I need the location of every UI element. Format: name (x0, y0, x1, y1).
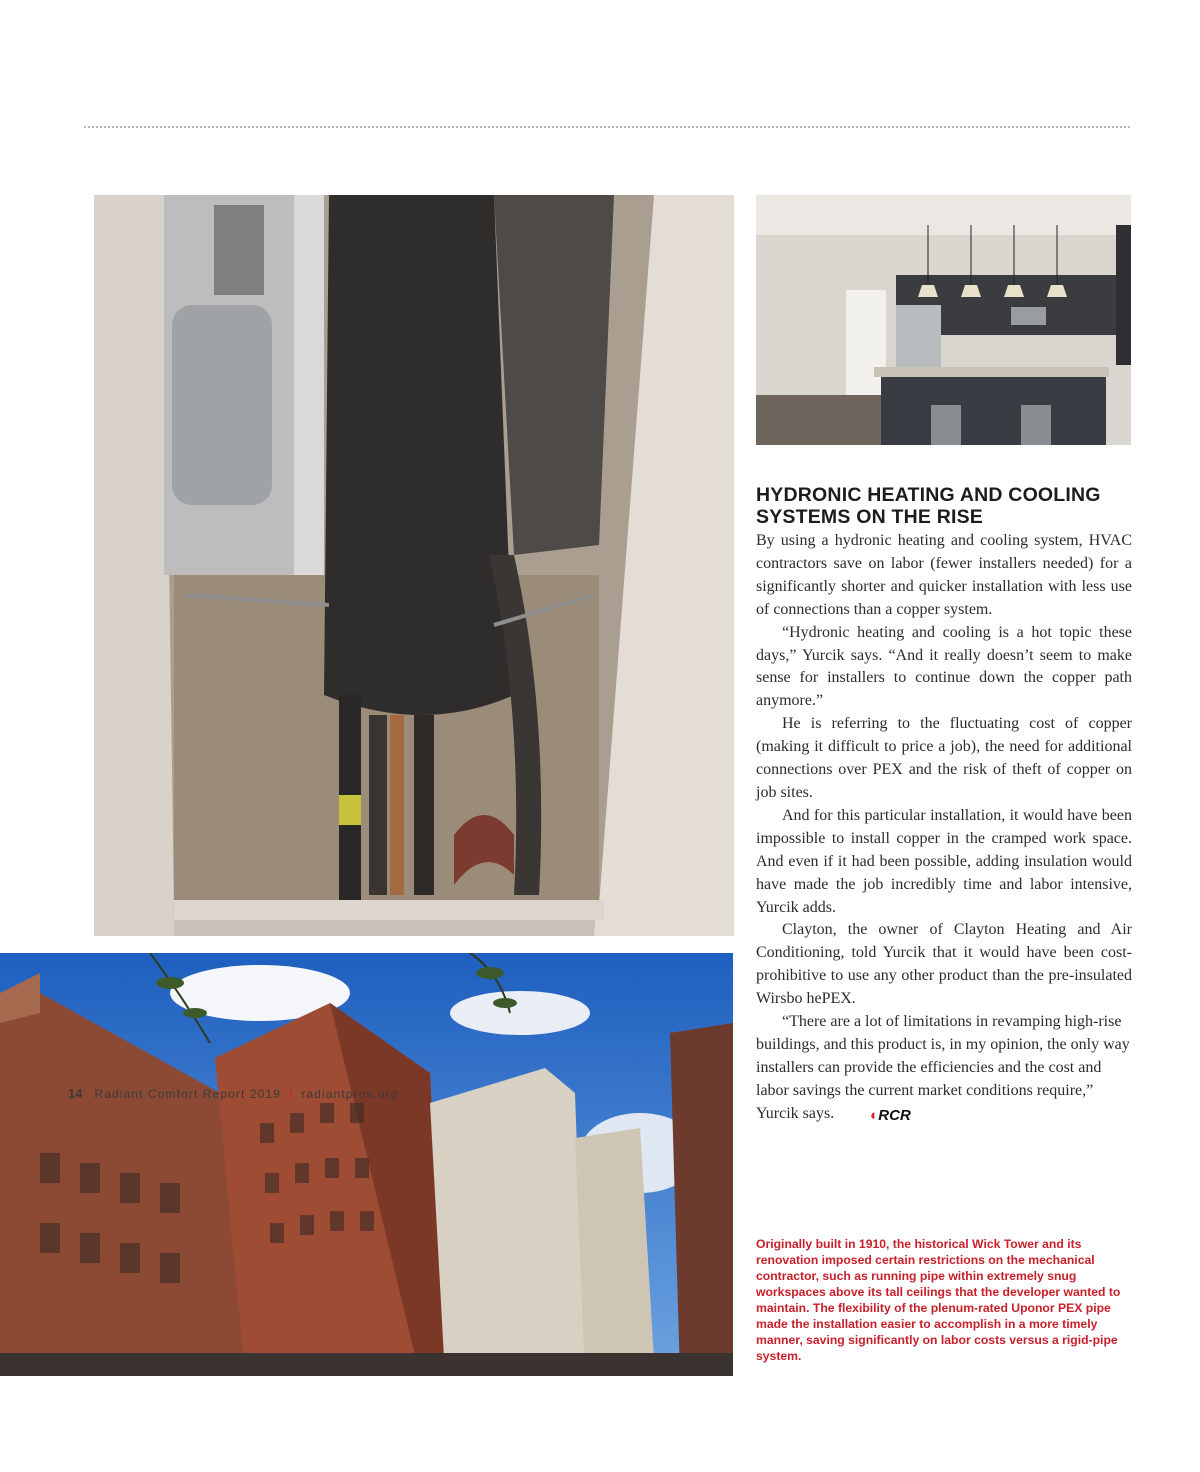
rcr-logo (842, 1105, 911, 1128)
dotted-header-rule (84, 126, 1130, 128)
article-paragraph-text: “There are a lot of limitations in revamping high-rise buildings, and this product is, in my opinion, the only way installers can provide the efficiencies and the cost and labor savings the current market conditions require,” Yurcik says. (756, 1013, 1130, 1122)
publication-name: Radiant Comfort Report 2019 (94, 1087, 281, 1101)
article-paragraph: And for this particular installation, it would have been impossible to install copper in the cramped work space. And even if it had been possible, adding insulation would have made the job incredibly time and labor intensive, Yurcik adds. (756, 806, 1132, 916)
wick-tower-photo (0, 953, 733, 1376)
article-paragraph-last (756, 1011, 1132, 1128)
kitchen-photo (756, 195, 1131, 445)
article-headline: HYDRONIC HEATING AND COOLING SYSTEMS ON THE RISE (756, 484, 1101, 528)
article-paragraph: “Hydronic heating and cooling is a hot topic these days,” Yurcik says. “And it really doesn’t seem to make sense for installers to continue down the copper path anymore.” (756, 623, 1132, 710)
article-paragraph: Clayton, the owner of Clayton Heating and Air Conditioning, told Yurcik that it would have been cost-prohibitive to use any other product than the pre-insulated Wirsbo hePEX. (756, 921, 1132, 1008)
rcr-logo-text: RCR (878, 1106, 911, 1124)
flame-icon: ◖ (868, 1106, 878, 1124)
ceiling-plenum-photo (94, 195, 734, 936)
article (756, 484, 1132, 1128)
article-paragraph: He is referring to the fluctuating cost of copper (making it difficult to price a job), the need for additional connections over PEX and the risk of theft of copper on job sites. (756, 715, 1132, 801)
page-number: 14 (68, 1086, 83, 1101)
article-body (756, 530, 1132, 1128)
footer-separator: / (288, 1087, 294, 1101)
article-paragraph: By using a hydronic heating and cooling system, HVAC contractors save on labor (fewer installers needed) for a significantly shorter and quicker installation with less use of connections than a copper system. (756, 532, 1132, 618)
page-footer (68, 1086, 399, 1101)
photo-caption: Originally built in 1910, the historical Wick Tower and its renovation imposed certain restrictions on the mechanical contractor, such as running pipe within extremely snug workspaces above its tall ceilings that the developer wanted to maintain. The flexibility of the plenum-rated Uponor PEX pipe made the installation easier to accomplish in a more timely manner, saving significantly on labor costs versus a rigid-pipe system. (756, 1237, 1121, 1363)
website-link[interactable]: radiantpros.org (301, 1087, 399, 1101)
